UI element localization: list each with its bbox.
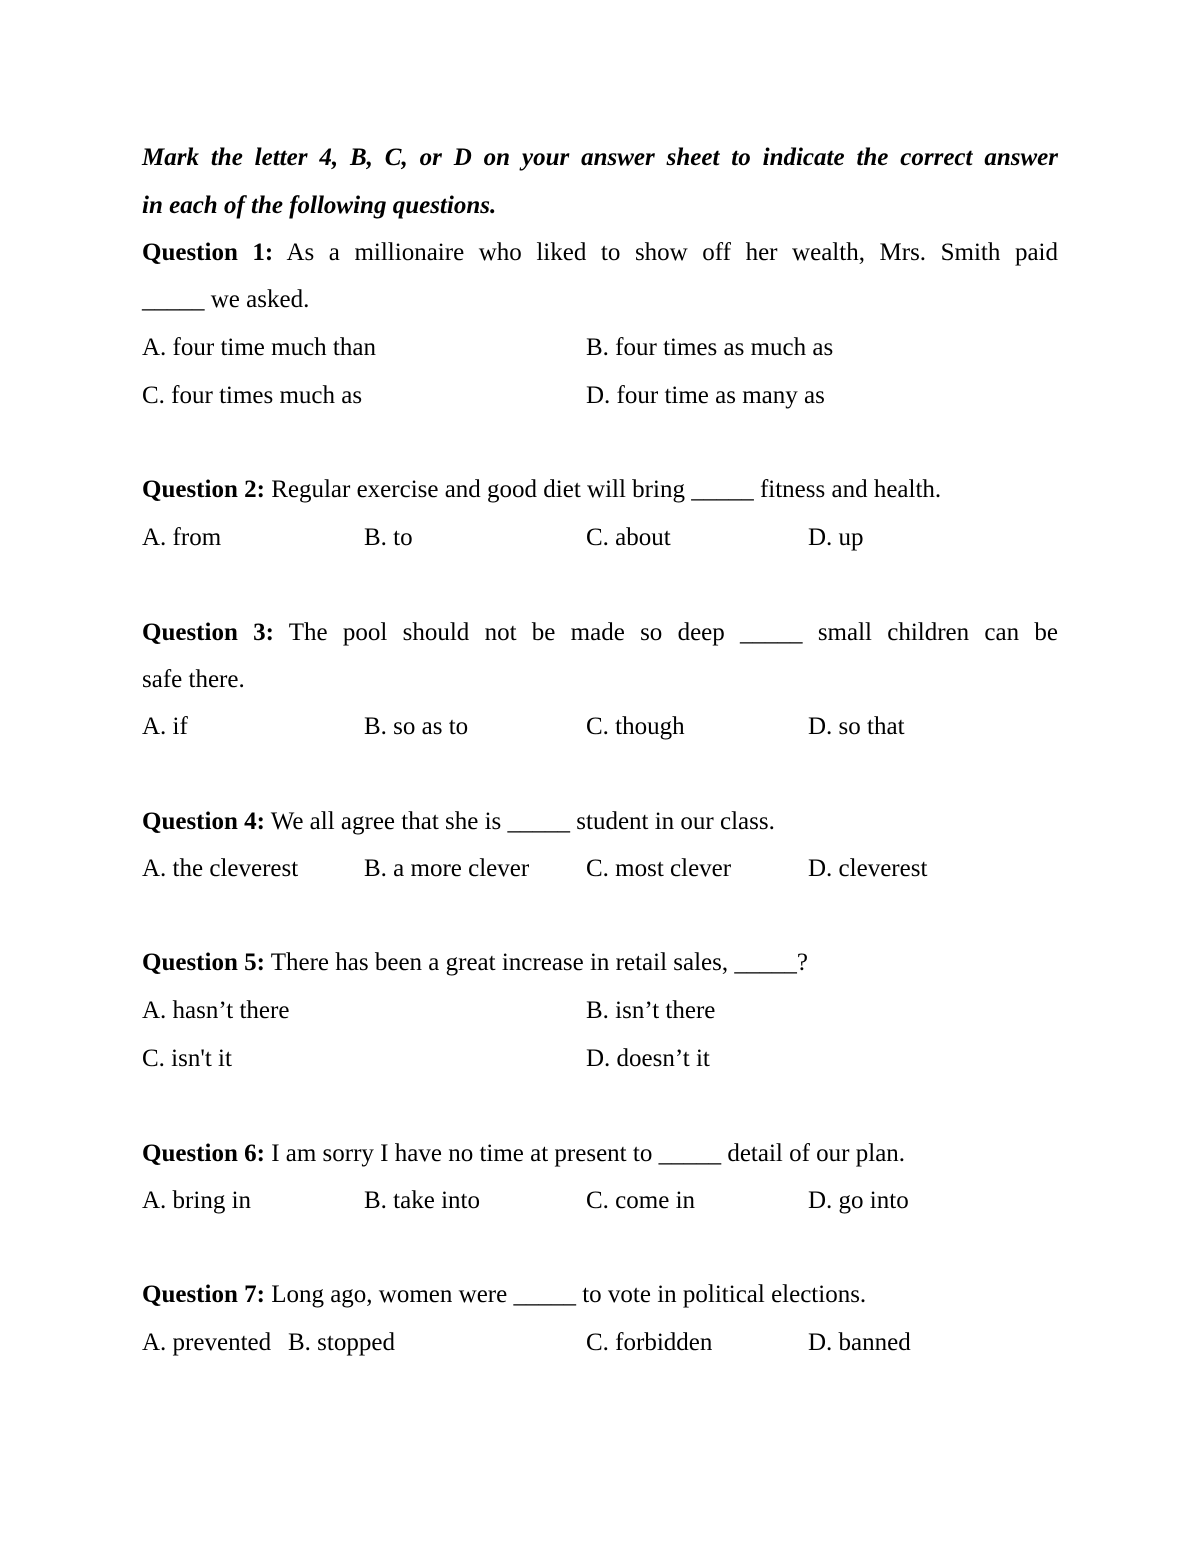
question-1-stem-continued: _____ we asked. [142,286,310,313]
question-5-label: Question 5: [142,949,265,976]
question-4-stem [142,807,775,837]
question-5-text: There has been a great increase in retail sales, _____? [264,949,808,976]
question-7-option-a[interactable]: A. prevented [142,1329,272,1356]
question-2-option-b[interactable]: B. to [364,524,413,551]
question-7-label: Question 7: [142,1281,265,1308]
question-7-stem [142,1280,866,1310]
question-3-label: Question 3: [142,619,274,646]
question-5-stem [142,948,808,978]
question-3-stem-continued: safe there. [142,666,245,693]
question-6-option-b[interactable]: B. take into [364,1187,480,1214]
question-6-text: I am sorry I have no time at present to _____ detail of our plan. [264,1140,906,1167]
question-5-option-d[interactable]: D. doesn’t it [586,1045,710,1072]
instruction-line-2: in each of the following questions. [142,192,497,219]
question-7-option-c[interactable]: C. forbidden [586,1329,713,1356]
question-5-option-c[interactable]: C. isn't it [142,1045,232,1072]
question-1-option-c[interactable]: C. four times much as [142,382,363,409]
question-4-text: We all agree that she is _____ student in our class. [264,808,775,835]
question-1-stem [142,238,1058,268]
question-4-option-d[interactable]: D. cleverest [808,855,928,882]
question-6-option-c[interactable]: C. come in [586,1187,696,1214]
question-7-text: Long ago, women were _____ to vote in political elections. [264,1281,867,1308]
question-3-option-a[interactable]: A. if [142,713,188,740]
question-2-option-a[interactable]: A. from [142,524,222,551]
question-6-label: Question 6: [142,1140,265,1167]
question-2-option-c[interactable]: C. about [586,524,671,551]
question-6-option-a[interactable]: A. bring in [142,1187,252,1214]
question-2-text: Regular exercise and good diet will bring _____ fitness and health. [264,476,942,503]
question-3-text: The pool should not be made so deep _____ small children can be [273,619,1058,646]
question-1-option-a[interactable]: A. four time much than [142,334,376,361]
question-1-option-b[interactable]: B. four times as much as [586,334,834,361]
question-2-option-d[interactable]: D. up [808,524,864,551]
question-1-text: As a millionaire who liked to show off her wealth, Mrs. Smith paid [273,239,1058,266]
question-4-option-a[interactable]: A. the cleverest [142,855,299,882]
question-2-label: Question 2: [142,476,265,503]
question-4-option-b[interactable]: B. a more clever [364,855,530,882]
question-5-option-b[interactable]: B. isn’t there [586,997,716,1024]
question-3-option-c[interactable]: C. though [586,713,685,740]
question-2-stem [142,475,941,505]
question-6-stem [142,1139,905,1169]
question-3-option-b[interactable]: B. so as to [364,713,469,740]
question-4-label: Question 4: [142,808,265,835]
instruction-line-1: Mark the letter 4, B, C, or D on your answer sheet to indicate the correct answer [142,144,1058,171]
question-1-label: Question 1: [142,239,274,266]
question-3-stem [142,618,1058,648]
question-7-option-b[interactable]: B. stopped [288,1329,395,1356]
question-1-option-d[interactable]: D. four time as many as [586,382,825,409]
question-5-option-a[interactable]: A. hasn’t there [142,997,290,1024]
question-4-option-c[interactable]: C. most clever [586,855,732,882]
question-3-option-d[interactable]: D. so that [808,713,905,740]
question-6-option-d[interactable]: D. go into [808,1187,909,1214]
question-7-option-d[interactable]: D. banned [808,1329,911,1356]
